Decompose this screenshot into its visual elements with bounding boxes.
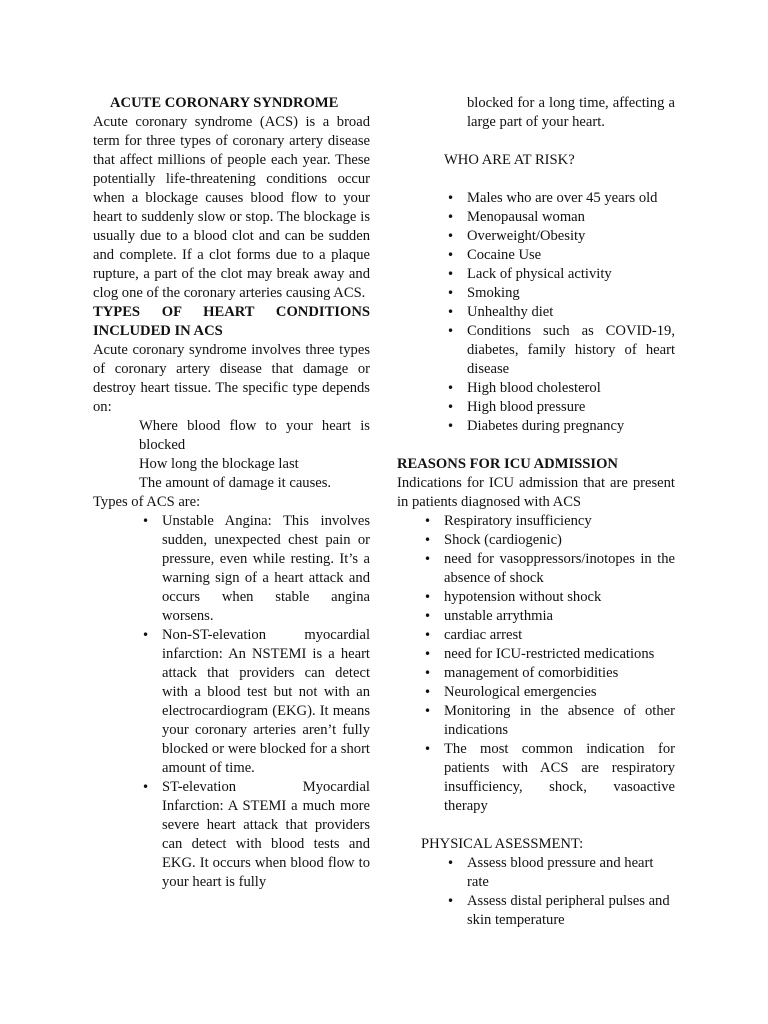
list-item: • Shock (cardiogenic) — [421, 531, 675, 550]
list-item: • Lack of physical activity — [444, 265, 675, 284]
intro-paragraph: Acute coronary syndrome (ACS) is a broad term for three types of coronary artery disease that affect millions of people each year. These potentially life-threatening conditions occur when a blockage causes blood flow to your heart to suddenly slow or stop. The blockage is usually due to a blood clot and can be sudden and complete. If a clot forms due to a plaque rupture, a part of the clot may break away and clog one of the coronary arteries causing ACS. — [93, 114, 370, 301]
list-item: • Smoking — [444, 284, 675, 303]
list-item: • Menopausal woman — [444, 208, 675, 227]
risk-list — [444, 189, 675, 436]
list-item: • Diabetes during pregnancy — [444, 417, 675, 436]
types-label: Types of ACS are: — [93, 494, 201, 510]
list-item: • ST-elevation Myocardial Infarction: A STEMI a much more severe heart attack that providers can detect with blood tests and EKG. It occurs when blood flow to your heart is fully — [139, 778, 370, 892]
right-column — [397, 94, 675, 930]
assessment-list — [444, 854, 675, 930]
list-item: • Males who are over 45 years old — [444, 189, 675, 208]
document-title: ACUTE CORONARY SYNDROME — [110, 95, 339, 111]
list-item: • High blood pressure — [444, 398, 675, 417]
list-item: • Assess blood pressure and heart rate — [444, 854, 675, 892]
list-item: • need for ICU-restricted medications — [421, 645, 675, 664]
assessment-heading: PHYSICAL ASESSMENT: — [421, 836, 584, 852]
list-item: • cardiac arrest — [421, 626, 675, 645]
list-item: • Cocaine Use — [444, 246, 675, 265]
risk-heading: WHO ARE AT RISK? — [444, 152, 575, 168]
types-intro-paragraph: Acute coronary syndrome involves three types of coronary artery disease that damage or destroy heart tissue. The specific type depends on: — [93, 342, 370, 415]
list-item: • Conditions such as COVID-19, diabetes, family history of heart disease — [444, 322, 675, 379]
list-item: • Unhealthy diet — [444, 303, 675, 322]
list-item: • Assess distal peripheral pulses and skin temperature — [444, 892, 675, 930]
left-column — [93, 94, 370, 892]
depends-list — [139, 417, 370, 493]
continuation-text: blocked for a long time, affecting a large part of your heart. — [467, 95, 675, 130]
types-heading: TYPES OF HEART CONDITIONS INCLUDED IN ACS — [93, 304, 370, 339]
icu-intro-paragraph: Indications for ICU admission that are present in patients diagnosed with ACS — [397, 475, 675, 510]
list-item: • Overweight/Obesity — [444, 227, 675, 246]
icu-heading: REASONS FOR ICU ADMISSION — [397, 456, 618, 472]
list-item: • unstable arrythmia — [421, 607, 675, 626]
acs-types-list — [139, 512, 370, 892]
list-item: • Neurological emergencies — [421, 683, 675, 702]
depends-item: The amount of damage it causes. — [139, 475, 332, 491]
depends-item: Where blood flow to your heart is blocked — [139, 418, 370, 453]
list-item: • management of comorbidities — [421, 664, 675, 683]
icu-reasons-list — [421, 512, 675, 816]
list-item: • The most common indication for patients with ACS are respiratory insufficiency, shock, vasoactive therapy — [421, 740, 675, 816]
list-item: • hypotension without shock — [421, 588, 675, 607]
list-item: • Monitoring in the absence of other indications — [421, 702, 675, 740]
list-item: • need for vasoppressors/inotopes in the absence of shock — [421, 550, 675, 588]
list-item: • Non-ST-elevation myocardial infarction: An NSTEMI is a heart attack that providers can detect with a blood test but not with an electrocardiogram (EKG). It means your coronary arteries aren’t fully blocked or were blocked for a short amount of time. — [139, 626, 370, 778]
depends-item: How long the blockage last — [139, 456, 299, 472]
list-item: • Respiratory insufficiency — [421, 512, 675, 531]
list-item: • Unstable Angina: This involves sudden, unexpected chest pain or pressure, even while resting. It’s a warning sign of a heart attack and occurs when stable angina worsens. — [139, 512, 370, 626]
list-item: • High blood cholesterol — [444, 379, 675, 398]
